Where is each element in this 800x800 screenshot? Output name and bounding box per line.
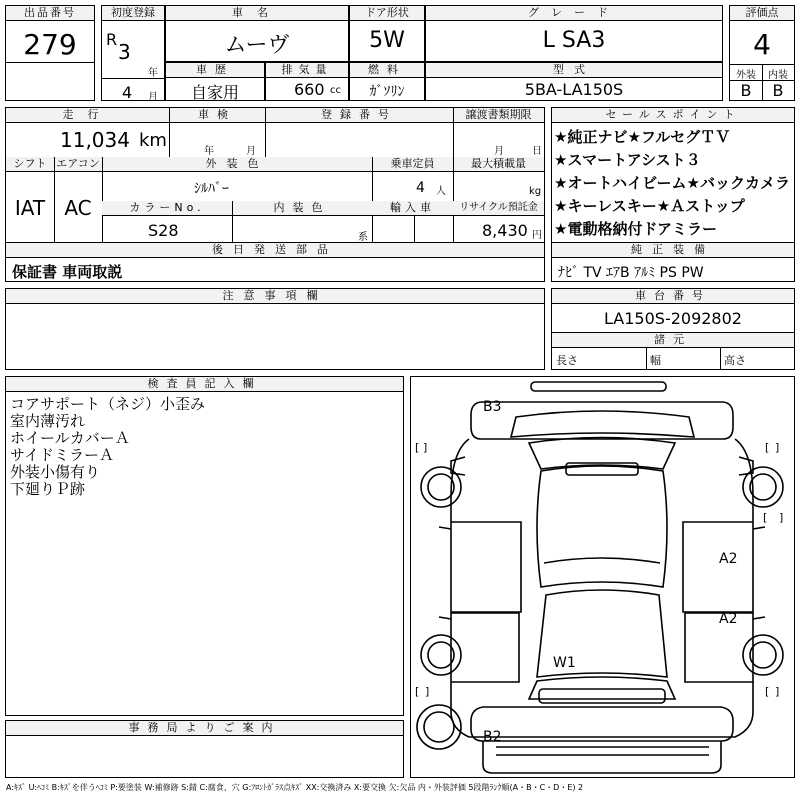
first-registration-header: 初度登録 [102,6,164,21]
overall-score: 4 [753,28,771,61]
import-header: 輸入車 [372,201,453,216]
inspector-note: 室内薄汚れ [10,412,86,430]
specs-grid [5,107,545,243]
equipment: ﾅﾋﾞ TV ｴｱB ｱﾙﾐ PS PW [558,265,704,281]
inspector-header: 検査員記入欄 [6,377,403,392]
lot-number: 279 [23,28,77,61]
displacement-box [265,62,349,101]
model-box [425,62,723,101]
aircon: AC [64,196,92,220]
damage-diagram [410,376,795,778]
year-unit: 年 [148,68,158,79]
recycle-unit: 円 [532,230,542,241]
grade-box [425,5,723,62]
max-load-unit: kg [529,186,542,197]
door-header: ドア形状 [350,6,424,21]
transfer-deadline-header: 譲渡書類期限 [453,108,544,123]
displacement-header: 排気量 [266,63,348,78]
mileage-unit: km [139,130,167,151]
first-registration-box [101,5,165,101]
car-outline-diagram [411,377,794,777]
door-box [349,5,425,62]
mileage: 11,034 [60,128,130,152]
era-label: R [106,30,118,49]
mark-front: B3 [483,399,502,415]
sales-point: ★電動格納付ドアミラー [554,220,717,238]
office-box [5,720,404,778]
interior-color-header: 内装色 [232,201,372,216]
model-header: 型式 [426,63,722,78]
exterior-color: ｼﾙﾊﾞｰ [194,181,229,197]
registration-no-header: 登録番号 [265,108,453,123]
door-type: 5W [369,28,405,53]
mark-right-front-door: A2 [719,551,738,567]
sales-point: ★スマートアシスト３ [554,151,701,169]
svg-text:[: [ [765,685,770,698]
svg-text:[: [ [415,441,420,454]
inspector-notes-list [10,396,205,498]
model-code: 5BA-LA150S [524,80,624,99]
parts-box [5,242,545,282]
displacement-unit: cc [330,85,341,96]
svg-text:[: [ [415,685,420,698]
height-label: 高さ [724,354,746,367]
car-name-header: 車名 [166,6,348,21]
svg-text:]: ] [425,685,430,698]
lot-number-header: 出品番号 [6,6,94,21]
car-name: ムーヴ [224,33,290,58]
inspector-note: 外装小傷有り [10,463,101,481]
equipment-box [551,242,795,282]
mileage-header: 走行 [6,108,169,123]
grade-header: グレード [426,6,722,21]
exterior-color-header: 外装色 [102,157,372,172]
notes-header: 注意事項欄 [6,289,544,304]
mark-rear-glass: W1 [553,655,576,671]
history: 自家用 [190,83,239,102]
mark-rear: B2 [483,729,502,745]
chassis-box [551,288,795,370]
color-no: S28 [148,221,179,240]
inspection-header: 車検 [169,108,265,123]
dims-header: 諸元 [552,332,794,348]
interior-score: B [772,81,784,100]
svg-text:[: [ [765,441,770,454]
parts-header: 後日発送部品 [6,243,544,258]
svg-text:]: ] [775,685,780,698]
sales-points-list [554,126,790,241]
capacity-header: 乗車定員 [372,157,453,172]
capacity: 4 [416,180,425,196]
registration-month: 4 [122,83,133,102]
mark-right-rear-door: A2 [719,611,738,627]
sales-point: ★純正ナビ★フルセグＴＶ [554,128,731,146]
exterior-score-header: 外装 [736,70,756,81]
grade: L SA3 [542,28,606,53]
svg-text:]: ] [423,441,428,454]
damage-legend: A:ｷｽﾞ U:ﾍｺﾐ B:ｷｽﾞを伴うﾍｺﾐ P:要塗装 W:補修跡 S:錆 C:腐食、穴 G:ﾌﾛﾝﾄｶﾞﾗｽ点ｷｽﾞ XX:交換済み X:要交換 欠:欠品 内・外装評価 5段階ﾗﾝｸ順(A・B・C・D・E) 2 [6,783,584,792]
history-header: 車歴 [166,63,264,78]
inspection-month-unit: 月 [246,146,256,157]
svg-text:[: [ [763,511,768,524]
fuel-header: 燃料 [350,63,424,78]
inspection-year-unit: 年 [204,146,214,157]
transfer-month-unit: 月 [494,146,504,157]
recycle-header: リサイクル預託金 [453,201,544,216]
shift: IAT [14,196,46,220]
car-name-box [165,5,349,62]
chassis-number: LA150S-2092802 [604,309,742,328]
fuel: ｶﾞｿﾘﾝ [369,84,405,100]
notes-box [5,288,545,370]
score-box [729,5,795,101]
inspector-note: サイドミラーＡ [10,446,114,464]
sales-point: ★オートハイビーム★バックカメラ [554,174,790,192]
month-unit: 月 [148,92,158,103]
sales-points-header: セールスポイント [552,108,794,123]
sales-point: ★キーレスキー★Ａストップ [554,197,745,215]
exterior-score: B [740,81,752,100]
displacement: 660 [294,80,325,99]
aircon-header: エアコン [54,157,102,172]
registration-year: 3 [118,40,131,64]
inspector-box [5,376,404,716]
length-label: 長さ [556,354,578,367]
history-box [165,62,265,101]
recycle-fee: 8,430 [482,221,528,240]
equipment-header: 純正装備 [552,243,794,258]
width-label: 幅 [650,354,661,367]
parts: 保証書 車両取説 [12,263,123,281]
interior-color-unit: 系 [358,232,368,243]
capacity-unit: 人 [436,186,446,197]
color-no-header: カラーNo. [102,201,232,216]
chassis-header: 車台番号 [552,289,794,304]
inspector-note: ホイールカバーＡ [10,429,130,447]
svg-text:]: ] [779,511,784,524]
max-load-header: 最大積載量 [453,157,544,172]
inspector-note: 下廻りＰ跡 [10,480,86,498]
lot-number-box [5,5,95,101]
interior-score-header: 内装 [768,70,788,81]
inspector-note: コアサポート（ネジ）小歪み [10,395,206,413]
score-header: 評価点 [730,6,794,21]
fuel-box [349,62,425,101]
transfer-day-unit: 日 [532,146,542,157]
sales-points-box [551,107,795,243]
office-header: 事務局よりご案内 [6,721,403,736]
svg-text:]: ] [775,441,780,454]
shift-header: シフト [6,157,54,172]
